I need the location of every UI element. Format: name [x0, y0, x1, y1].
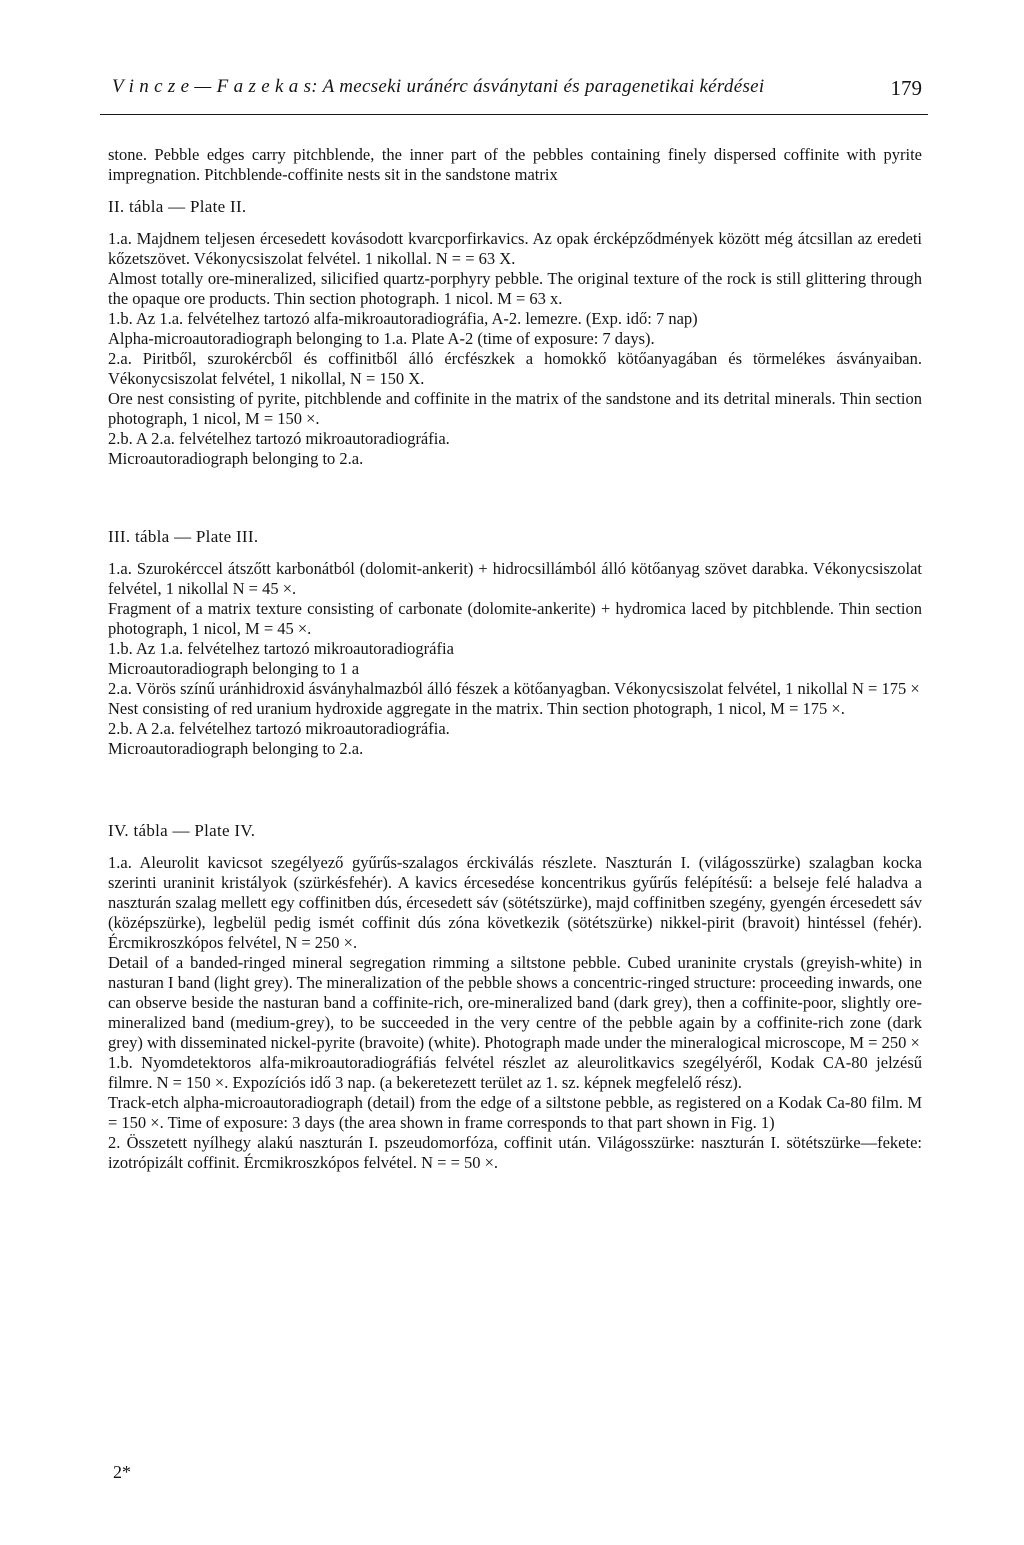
plate-heading-iv: IV. tábla — Plate IV. [108, 821, 256, 840]
caption-entry: 2. Összetett nyílhegy alakú naszturán I. pszeudomorfóza, coffinit után. Világosszürke: naszturán I. sötétszürke—fekete: izotrópizált coffinit. Ércmikroszkópos felvétel. N = = 50 ×. [108, 1133, 922, 1172]
caption-translation: Nest consisting of red uranium hydroxide aggregate in the matrix. Thin section photograph, 1 nicol, M = 175 ×. [108, 699, 845, 718]
caption-entry: 1.b. Az 1.a. felvételhez tartozó alfa-mikroautoradiográfia, A-2. lemezre. (Exp. idő: 7 nap) [108, 309, 698, 328]
caption-entry: 2.a. Vörös színű uránhidroxid ásványhalmazból álló fészek a kötőanyagban. Vékonycsiszolat felvétel, 1 nikollal N = 175 × [108, 679, 920, 698]
caption-translation: Microautoradiograph belonging to 2.a. [108, 739, 364, 758]
caption-translation: Microautoradiograph belonging to 2.a. [108, 449, 364, 468]
page-number: 179 [890, 76, 922, 100]
caption-translation: Alpha-microautoradiograph belonging to 1.a. Plate A-2 (time of exposure: 7 days). [108, 329, 655, 348]
caption-entry: 1.a. Aleurolit kavicsot szegélyező gyűrűs-szalagos érckiválás részlete. Naszturán I. (világosszürke) szalagban kocka szerinti uraninit kristályok (szürkésfehér). A kavics ércesedése koncentrikus gyűrűs felépítésű: a belseje felé haladva a naszturán szalag mellett egy coffinitben dús, ércesedett sáv (sötétszürke), majd coffinitben szegény, gyengén ércesedett sáv (középszürke), legbelül pedig ismét coffinit dús zóna következik (sötétszürke) nikkel-pirit (bravoit) hintéssel (fehér). Ércmikroszkópos felvétel, N = 250 ×. [108, 853, 922, 952]
running-header [100, 70, 928, 115]
caption-translation: Fragment of a matrix texture consisting of carbonate (dolomite-ankerite) + hydromica laced by pitchblende. Thin section photograph, 1 nicol, M = 45 ×. [108, 599, 922, 638]
body-text [108, 145, 922, 1173]
plate-heading-ii: II. tábla — Plate II. [108, 197, 247, 216]
plate-heading-iii: III. tábla — Plate III. [108, 527, 259, 546]
running-title: V i n c z e — F a z e k a s: A mecseki uránérc ásványtani és paragenetikai kérdései [112, 76, 765, 97]
caption-entry: 1.b. Az 1.a. felvételhez tartozó mikroautoradiográfia [108, 639, 454, 658]
caption-translation: Detail of a banded-ringed mineral segregation rimming a siltstone pebble. Cubed uraninite crystals (greyish-white) in nasturan I band (light grey). The mineralization of the pebble shows a concentric-ringed structure: proceeding inwards, one can observe beside the nasturan band a coffinite-rich, ore-mineralized band (dark grey), then a coffinite-poor, slightly ore-mineralized band (medium-grey), to be succeeded in the very centre of the pebble again by a coffinite-rich zone (dark grey) with disseminated nickel-pyrite (bravoite) (white). Photograph made under the mineralogical microscope, M = 250 × [108, 953, 922, 1052]
intro-paragraph: stone. Pebble edges carry pitchblende, the inner part of the pebbles containing finely dispersed coffinite with pyrite impregnation. Pitchblende-coffinite nests sit in the sandstone matrix [108, 145, 922, 184]
caption-entry: 2.b. A 2.a. felvételhez tartozó mikroautoradiográfia. [108, 429, 450, 448]
caption-translation: Microautoradiograph belonging to 1 a [108, 659, 360, 678]
caption-entry: 1.b. Nyomdetektoros alfa-mikroautoradiográfiás felvétel részlet az aleurolitkavics szegélyéről, Kodak CA-80 jelzésű filmre. N = 150 ×. Expozíciós idő 3 nap. (a bekeretezett terület az 1. sz. képnek megfelelő rész). [108, 1053, 922, 1092]
signature-mark: 2* [113, 1462, 131, 1482]
caption-translation: Ore nest consisting of pyrite, pitchblende and coffinite in the matrix of the sandstone and its detrital minerals. Thin section photograph, 1 nicol, M = 150 ×. [108, 389, 922, 428]
caption-entry: 2.b. A 2.a. felvételhez tartozó mikroautoradiográfia. [108, 719, 450, 738]
caption-translation: Almost totally ore-mineralized, silicified quartz-porphyry pebble. The original texture of the rock is still glittering through the opaque ore products. Thin section photograph. 1 nicol. M = 63 x. [108, 269, 922, 308]
caption-entry: 2.a. Piritből, szurokércből és coffinitből álló ércfészkek a homokkő kötőanyagában és törmelékes ásványaiban. Vékonycsiszolat felvétel, 1 nikollal, N = 150 X. [108, 349, 922, 388]
caption-translation: Track-etch alpha-microautoradiograph (detail) from the edge of a siltstone pebble, as registered on a Kodak Ca-80 film. M = 150 ×. Time of exposure: 3 days (the area shown in frame corresponds to that part shown in Fig. 1) [108, 1093, 922, 1132]
caption-entry: 1.a. Szurokérccel átszőtt karbonátból (dolomit-ankerit) + hidrocsillámból álló kötőanyag szövet darabka. Vékonycsiszolat felvétel, 1 nikollal N = 45 ×. [108, 559, 922, 598]
caption-entry: 1.a. Majdnem teljesen ércesedett kovásodott kvarcporfirkavics. Az opak ércképződmények között még átcsillan az eredeti kőzetszövet. Vékonycsiszolat felvétel. 1 nikollal. N = = 63 X. [108, 229, 922, 268]
